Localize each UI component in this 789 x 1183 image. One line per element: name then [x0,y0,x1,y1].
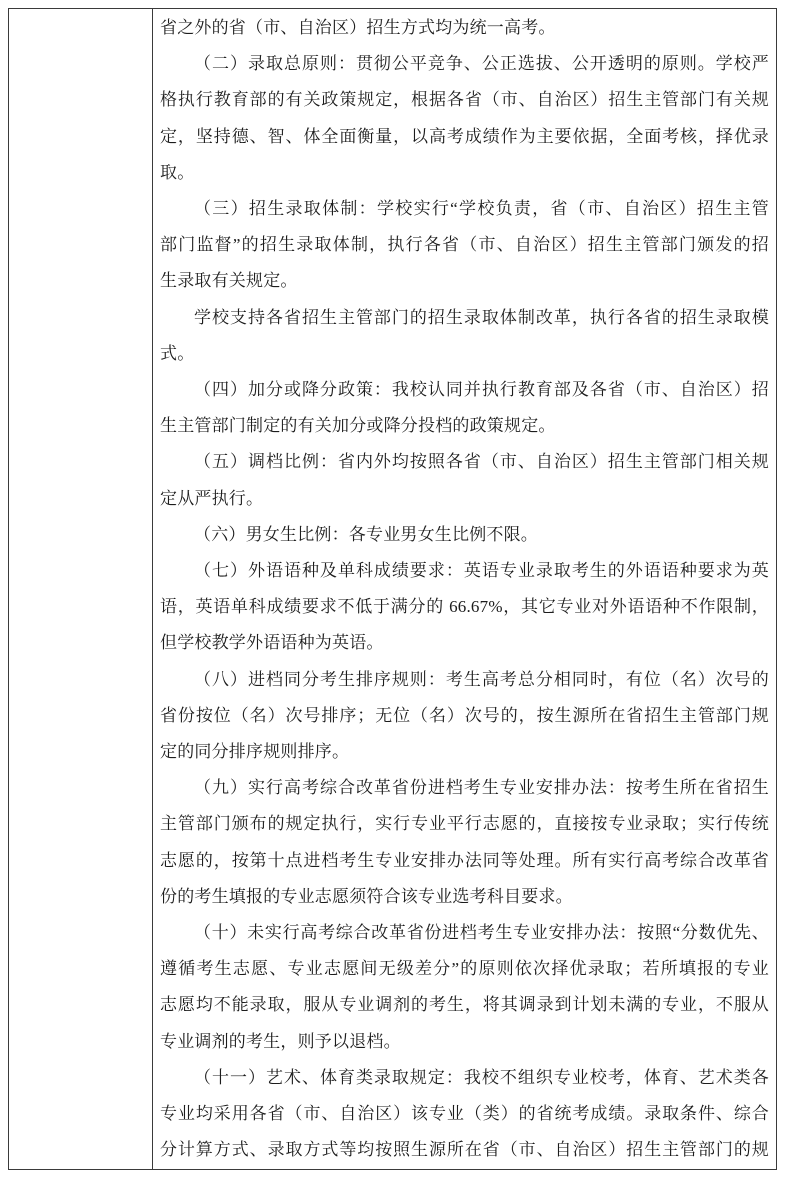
text-line: （七）外语语种及单科成绩要求：英语专业录取考生的外语语种要求为英 [194,561,769,581]
text-line: 定的同分排序规则排序。 [160,742,350,762]
text-line: 专业调剂的考生，则予以退档。 [160,1031,401,1051]
text-line: 分计算方式、录取方式等均按照生源所在省（市、自治区）招生主管部门的规 [160,1140,769,1160]
text-line: 定，坚持德、智、体全面衡量，以高考成绩作为主要依据，全面考核，择优录 [160,126,769,146]
text-line: （六）男女生比例：各专业男女生比例不限。 [194,524,538,544]
text-line: 式。 [160,343,195,363]
text-line: 志愿均不能录取，服从专业调剂的考生，将其调录到计划未满的专业，不服从 [160,995,769,1015]
text-line: （四）加分或降分政策：我校认同并执行教育部及各省（市、自治区）招 [194,380,769,400]
text-line: 定从严执行。 [160,488,264,508]
text-line: （八）进档同分考生排序规则：考生高考总分相同时，有位（名）次号的 [194,669,769,689]
text-line: （五）调档比例：省内外均按照各省（市、自治区）招生主管部门相关规 [194,452,769,472]
text-line: 主管部门颁布的规定执行，实行专业平行志愿的，直接按专业录取；实行传统 [160,814,769,834]
table-cell-row-label [9,9,153,1169]
text-line: 但学校教学外语语种为英语。 [160,633,384,653]
paragraph [160,372,769,444]
text-line: 专业均采用各省（市、自治区）该专业（类）的省统考成绩。录取条件、综合 [160,1104,769,1124]
paragraph [160,770,769,915]
text-line: （十）未实行高考综合改革省份进档考生专业安排办法：按照“分数优先、 [194,923,769,943]
text-line: （九）实行高考综合改革省份进档考生专业安排办法：按考生所在省招生 [194,778,769,798]
text-line: 取。 [160,162,195,182]
table-cell-content [153,9,776,1169]
text-line: 志愿的，按第十点进档考生专业安排办法同等处理。所有实行高考综合改革省 [160,850,769,870]
text-line: 学校支持各省招生主管部门的招生录取体制改革，执行各省的招生录取模 [194,307,769,327]
text-line: （二）录取总原则：贯彻公平竞争、公正选拔、公开透明的原则。学校严 [194,54,769,74]
paragraph [160,10,769,46]
text-line: 省份按位（名）次号排序；无位（名）次号的，按生源所在省招生主管部门规 [160,705,769,725]
text-line: 格执行教育部的有关政策规定，根据各省（市、自治区）招生主管部门有关规 [160,90,769,110]
paragraph [160,1060,769,1169]
text-line: 遵循考生志愿、专业志愿间无级差分”的原则依次择优录取；若所填报的专业 [160,959,769,979]
text-line: 部门监督”的招生录取体制，执行各省（市、自治区）招生主管部门颁发的招 [160,235,769,255]
paragraph [160,553,769,662]
text-line: 生录取有关规定。 [160,271,298,291]
paragraph [160,444,769,516]
paragraph [160,915,769,1060]
paragraph [160,191,769,300]
regulations-table [8,8,777,1170]
text-line: 生主管部门制定的有关加分或降分投档的政策规定。 [160,416,556,436]
paragraph [160,517,769,553]
text-line: （三）招生录取体制：学校实行“学校负责，省（市、自治区）招生主管 [194,199,769,219]
paragraph [160,46,769,191]
text-line: 省之外的省（市、自治区）招生方式均为统一高考。 [160,18,556,37]
text-line: 份的考生填报的专业志愿须符合该专业选考科目要求。 [160,886,573,906]
text-line: 语，英语单科成绩要求不低于满分的 66.67%，其它专业对外语语种不作限制， [160,597,769,617]
paragraph [160,300,769,372]
text-line: （十一）艺术、体育类录取规定：我校不组织专业校考，体育、艺术类各 [194,1067,769,1087]
paragraph [160,662,769,771]
